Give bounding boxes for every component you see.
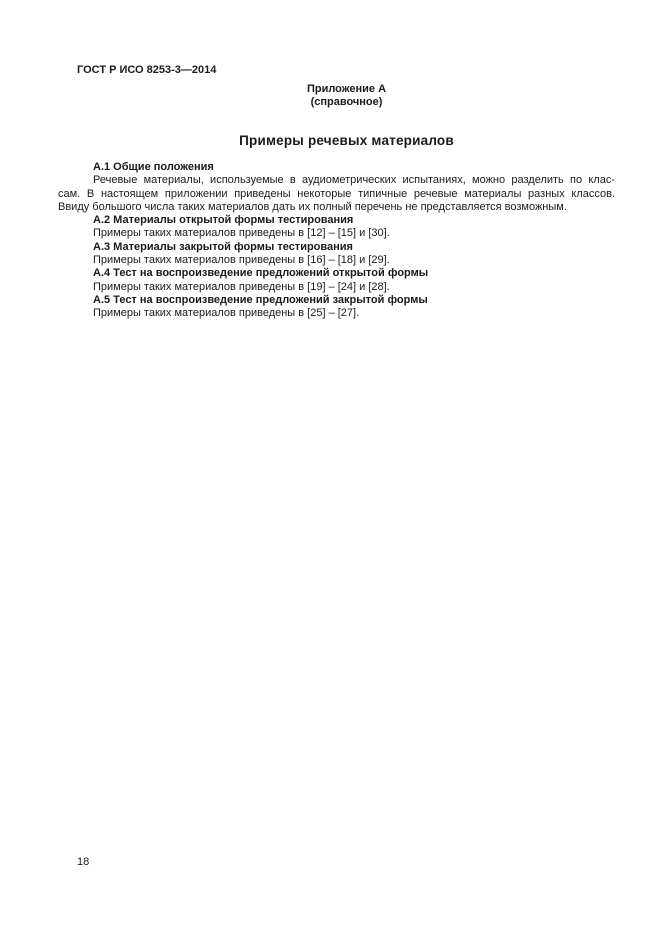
annex-block [77, 83, 616, 110]
body-line: Примеры таких материалов приведены в [19] – [24] и [28]. [93, 280, 390, 293]
annex-label: Приложение А [306, 83, 387, 95]
body-line: сам. В настоящем приложении приведены некоторые типичные речевые материалы разных классов. [58, 187, 615, 200]
section-heading: А.2 Материалы открытой формы тестирования [93, 214, 354, 227]
body-line: Ввиду большого числа таких материалов дать их полный перечень не представляется возможным. [58, 200, 567, 213]
section-heading: А.4 Тест на воспроизведение предложений открытой формы [93, 267, 429, 280]
annex-type: (справочное) [310, 96, 383, 109]
section-heading: А.5 Тест на воспроизведение предложений закрытой формы [93, 293, 428, 306]
page-title: Примеры речевых материалов [239, 133, 454, 148]
running-header: ГОСТ Р ИСО 8253-3—2014 [77, 64, 217, 76]
body-line: Речевые материалы, используемые в аудиометрических испытаниях, можно разделить по клас- [93, 174, 615, 187]
page-number: 18 [77, 856, 90, 868]
section-heading: А.3 Материалы закрытой формы тестирования [93, 240, 353, 253]
body-line: Примеры таких материалов приведены в [25] – [27]. [93, 307, 360, 320]
document-body [58, 161, 615, 321]
body-line: Примеры таких материалов приведены в [16] – [18] и [29]. [93, 254, 390, 267]
section-heading: А.1 Общие положения [93, 161, 214, 173]
body-line: Примеры таких материалов приведены в [12] – [15] и [30]. [93, 227, 390, 240]
